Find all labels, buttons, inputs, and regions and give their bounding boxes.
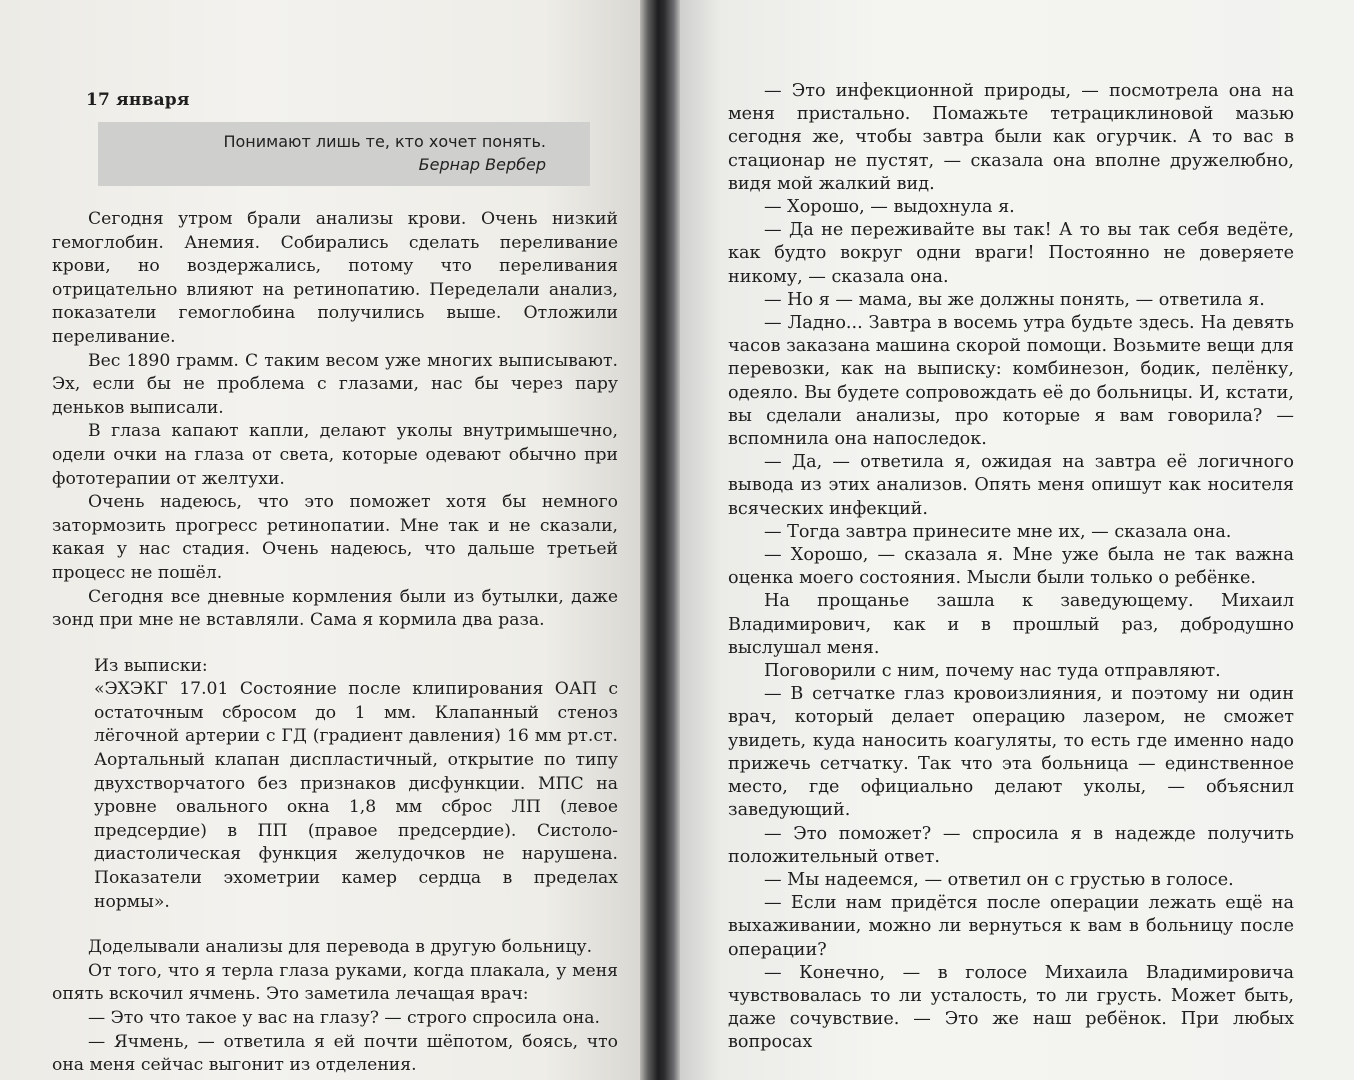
paragraph: — Тогда завтра принесите мне их, — сказала она. bbox=[764, 521, 1232, 542]
paragraph: Поговорили с ним, почему нас туда отправляют. bbox=[764, 661, 1221, 682]
paragraph: — Но я — мама, вы же должны понять, — ответила я. bbox=[764, 289, 1265, 310]
paragraph: — Хорошо, — сказала я. Мне уже была не так важна оценка моего состояния. Мысли были только о ребёнке. bbox=[728, 545, 1294, 589]
paragraph: — Это инфекционной природы, — посмотрела она на меня пристально. Помажьте тетрациклиновой мазью сегодня же, чтобы завтра были как огурчик. А то вас в стационар не пустят, — сказала она вполне дружелюбно, видя мой жалкий вид. bbox=[728, 81, 1294, 194]
paragraph: — Ладно... Завтра в восемь утра будьте здесь. На девять часов заказана машина скорой помощи. Возьмите вещи для перевозки, как на выписку: комбинезон, бодик, пелёнку, одеяло. Вы будете сопровождать её до больницы. И, кстати, вы сделали анализы, про которые я вам говорила? — вспомнила она напоследок. bbox=[728, 313, 1294, 450]
extract-label: Из выписки: bbox=[94, 655, 208, 676]
paragraph: — Конечно, — в голосе Михаила Владимировича чувствовалась то ли усталость, то ли грусть. Может быть, даже сочувствие. — Это же наш ребёнок. При любых вопросах bbox=[728, 962, 1294, 1053]
book-gutter bbox=[640, 0, 680, 1080]
paragraph: — Да, — ответила я, ожидая на завтра её логичного вывода из этих анализов. Опять меня опишут как носителя всяческих инфекций. bbox=[728, 452, 1294, 519]
paragraph: — В сетчатке глаз кровоизлияния, и поэтому ни один врач, который делает операцию лазером, не сможет увидеть, куда наносить коагуляты, то есть где именно надо прижечь сетчатку. Так что эта больница — единственное место, где официально делают уколы, — объяснил заведующий. bbox=[728, 684, 1294, 821]
paragraph: — Хорошо, — выдохнула я. bbox=[764, 197, 1015, 218]
paragraph: — Это что такое у вас на глазу? — строго спросила она. bbox=[88, 1008, 600, 1028]
epigraph-box bbox=[98, 122, 590, 186]
paragraph: — Если нам придётся после операции лежать ещё на выхаживании, можно ли вернуться к вам в больницу после операции? bbox=[728, 893, 1294, 960]
extract-text: «ЭХЭКГ 17.01 Состояние после клипирования ОАП с остаточным сбросом до 1 мм. Клапанный стеноз лёгочной артерии с ГД (градиент давления) 16 мм рт.ст. Аортальный клапан диспластичный, открытие по типу двухстворчатого без признаков дисфункции. МПС на уровне овального окна 1,8 мм сброс ЛП (левое предсердие) в ПП (правое предсердие). Систоло-диастолическая функция желудочков не нарушена. Показатели эхометрии камер сердца в пределах нормы». bbox=[94, 679, 618, 912]
epigraph-quote: Понимают лишь те, кто хочет понять. bbox=[223, 132, 546, 151]
paragraph: Доделывали анализы для перевода в другую больницу. bbox=[88, 937, 593, 958]
paragraph: — Ячмень, — ответила я ей почти шёпотом, боясь, что она меня сейчас выгонит из отделения. bbox=[52, 1031, 618, 1076]
paragraph: В глаза капают капли, делают уколы внутримышечно, одели очки на глаза от света, которые одевают обычно при фототерапии от желтухи. bbox=[52, 421, 618, 489]
paragraph: Очень надеюсь, что это поможет хотя бы немного затормозить прогресс ретинопатии. Мне так и не сказали, какая у нас стадия. Очень надеюсь, что дальше третьей процесс не пошёл. bbox=[52, 492, 618, 583]
paragraph: — Это поможет? — спросила я в надежде получить положительный ответ. bbox=[728, 823, 1294, 867]
epigraph-author: Бернар Вербер bbox=[418, 155, 546, 174]
right-page bbox=[680, 0, 1354, 1080]
paragraph: От того, что я терла глаза руками, когда плакала, у меня опять вскочил ячмень. Это заметила лечащая врач: bbox=[52, 960, 618, 1005]
paragraph: — Мы надеемся, — ответил он с грустью в голосе. bbox=[764, 869, 1234, 890]
left-page bbox=[0, 0, 640, 1080]
paragraph: Сегодня утром брали анализы крови. Очень низкий гемоглобин. Анемия. Собирались сделать переливание крови, но воздержались, потому что переливания отрицательно влияют на ретинопатию. Переделали анализ, показатели гемоглобина получились выше. Отложили переливание. bbox=[52, 209, 618, 347]
paragraph: На прощанье зашла к заведующему. Михаил Владимирович, как и в прошлый раз, добродушно выслушал меня. bbox=[728, 591, 1294, 658]
paragraph: — Да не переживайте вы так! А то вы так себя ведёте, как будто вокруг одни враги! Постоянно не доверяете никому, — сказала она. bbox=[728, 220, 1294, 287]
date-heading: 17 января bbox=[86, 90, 190, 110]
paragraph: Вес 1890 грамм. С таким весом уже многих выписывают. Эх, если бы не проблема с глазами, нас бы через пару деньков выписали. bbox=[52, 350, 618, 418]
paragraph: Сегодня все дневные кормления были из бутылки, даже зонд при мне не вставляли. Сама я кормила два раза. bbox=[52, 586, 618, 631]
